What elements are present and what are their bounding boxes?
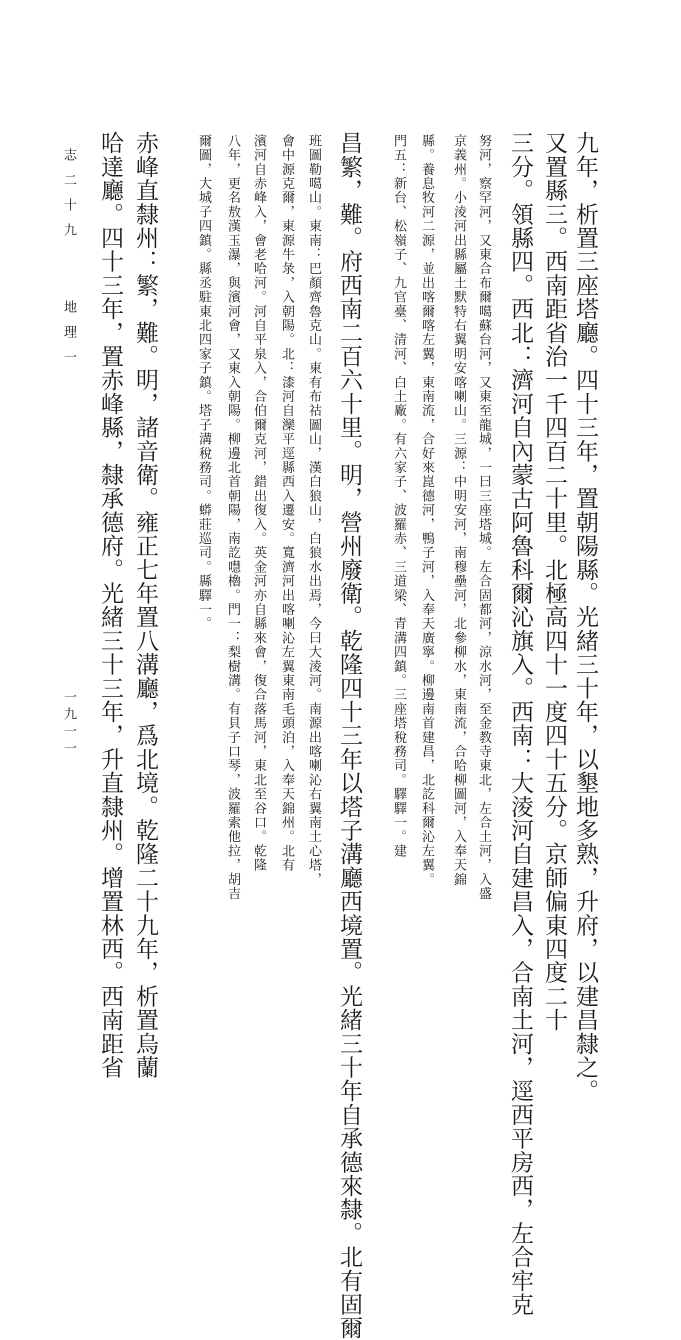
text-column-8: 昌繁，難。府西南二百六十里。明，營州廢衛。乾隆四十三年以塔子溝廳西境置。光緒三十年自承德來隸。北有固爾 (336, 131, 362, 1340)
text-column-1: 九年，析置三座塔廳。四十三年，置朝陽縣。光緒三十年，以墾地多熟，升府，以建昌隸之。 (572, 131, 598, 1103)
text-column-7: 門五：新台、松嶺子、九官臺、清河、白土廠。有六家子、波羅赤、三道梁、青溝四鎮。三座塔稅務司。驛驛一。建 (391, 134, 406, 859)
section-header: 地理一 (61, 300, 76, 375)
text-column-3: 三分。領縣四。西北：濟河自內蒙古阿魯科爾沁旗入。西南：大淩河自建昌入，合南土河，逕西平房西，左合牢克 (507, 131, 533, 1316)
text-column-10: 會中源克爾，東源牛彔，入朝陽。北：漆河自灤平逕縣西入遷安。寬濟河出喀喇沁左翼東南毛頭泊，入奉天錦州。北有 (279, 134, 294, 873)
text-column-9: 班圖勒噶山。東南：巴顏齊魯克山。東有布祜圖山，漢白狼山，白狼水出焉，今曰大淩河。南源出喀喇沁右翼南土心塔， (306, 134, 321, 887)
text-column-13: 爾圖，大城子四鎮。縣丞駐東北四家子鎮。塔子溝稅務司。蟒莊巡司。縣驛一。 (196, 134, 211, 631)
text-column-4: 努河，察罕河，又東合布爾噶蘇台河，又東至龍城，一曰三座塔城。左合固都河，涼水河，至金教寺東北，左合土河，入盛 (476, 134, 491, 901)
page-number: 一九一一 (61, 690, 76, 758)
text-column-11: 濱河自赤峰入，會老哈河。河自平泉入，合伯爾克河，錯出復入。英金河亦自縣來會，復合落馬河，東北至谷口。乾隆 (251, 134, 266, 873)
text-column-5: 京義州。小淩河出縣屬土默特右翼明安喀喇山。三源：中明安河，南穆壘河，北參柳水，東南流，合哈柳圖河，入奉天錦 (451, 134, 466, 887)
text-column-6: 縣。養息牧河二源，並出喀爾喀左翼，東南流，合好來崑德河，鴨子河，入奉天廣寧。柳邊南首建昌，北訖科爾沁左翼。 (419, 134, 434, 887)
text-column-12: 八年，更名敖漢玉瀑，與濱河會，又東入朝陽。柳邊北首朝陽，南訖嚖櫓。門一：梨樹溝。有貝子口琴，波羅索他拉，胡吉 (225, 134, 240, 901)
text-column-15: 哈達廳。四十三年，置赤峰縣，隸承德府。光緒三十三年，升直隸州。增置林西。西南距省 (97, 131, 123, 1079)
text-column-2: 又置縣三。西南距省治一千四百二十里。北極高四十一度四十五分。京師偏東四度二十 (541, 131, 567, 1032)
text-column-14: 赤峰直隸州：繁，難。明，諸音衛。雍正七年置八溝廳，爲北境。乾隆二十九年，析置烏蘭 (132, 131, 158, 1079)
volume-header: 志二十九 (61, 148, 76, 248)
